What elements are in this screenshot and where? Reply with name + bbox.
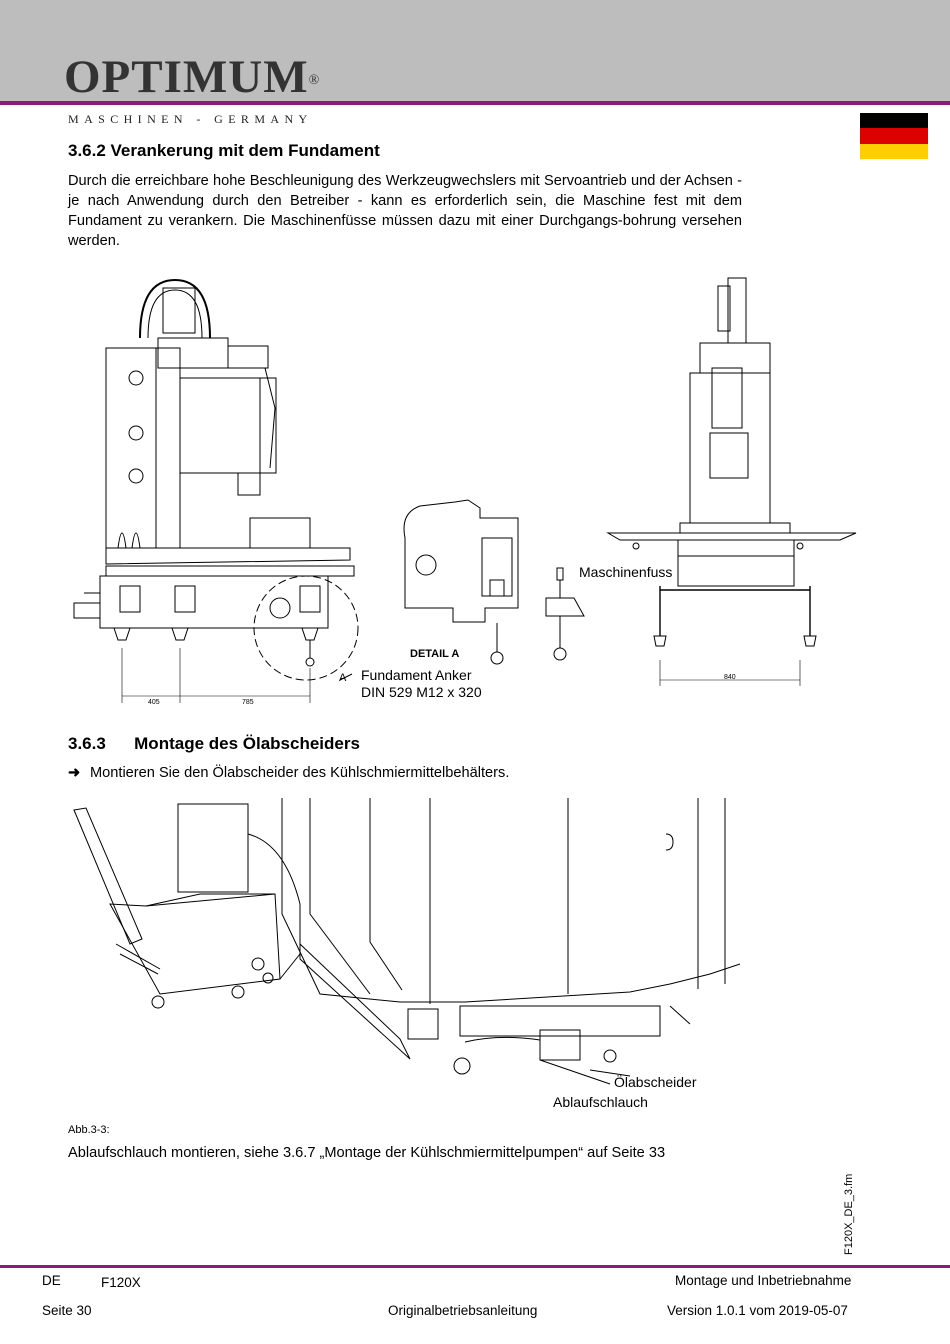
label-oelabscheider: Ölabscheider bbox=[614, 1074, 697, 1090]
footer-model: F120X bbox=[101, 1275, 141, 1290]
dimension-785: 785 bbox=[242, 699, 254, 706]
footer-language: DE bbox=[42, 1273, 61, 1288]
instruction-step bbox=[68, 764, 509, 781]
cross-reference-text: Ablaufschlauch montieren, siehe 3.6.7 „Montage der Kühlschmiermittelpumpen“ auf Seite 33 bbox=[68, 1145, 666, 1161]
instruction-text: Montieren Sie den Ölabscheider des Kühlschmiermittelbehälters. bbox=[90, 765, 510, 781]
label-ablaufschlauch: Ablaufschlauch bbox=[553, 1094, 648, 1110]
section-title-362: 3.6.2 Verankerung mit dem Fundament bbox=[68, 141, 380, 160]
label-detail-a: DETAIL A bbox=[410, 648, 460, 660]
section-text-362: Durch die erreichbare hohe Beschleunigung des Werkzeugwechslers mit Servoantrieb und der Achsen - je nach Anwendung durch den Betreiber - kann es erforderlich sein, die Maschine fest mit dem Fundament zu verankern. Die Maschinenfüsse müssen dazu mit einer Durchgangs-bohrung versehen werden. bbox=[68, 173, 742, 249]
footer-version: Version 1.0.1 vom 2019-05-07 bbox=[667, 1303, 848, 1318]
oil-separator-drawing bbox=[70, 794, 750, 1094]
label-fundament-anker: Fundament Anker bbox=[361, 667, 472, 683]
section-title-363: 3.6.3 Montage des Ölabscheiders bbox=[68, 734, 360, 753]
footer-page-number: Seite 30 bbox=[42, 1303, 92, 1318]
flag-stripe-black bbox=[860, 113, 928, 128]
footer-divider bbox=[0, 1265, 950, 1268]
anchoring-drawing bbox=[60, 268, 860, 708]
side-filename: F120X_DE_3.fm bbox=[843, 1173, 855, 1255]
figure-caption: Abb.3-3: bbox=[68, 1124, 110, 1136]
brand-tagline: MASCHINEN - GERMANY bbox=[68, 112, 313, 126]
flag-stripe-gold bbox=[860, 144, 928, 159]
footer-chapter: Montage und Inbetriebnahme bbox=[675, 1273, 852, 1288]
label-din-529: DIN 529 M12 x 320 bbox=[361, 684, 482, 700]
dimension-840: 840 bbox=[724, 674, 736, 681]
brand-logo: OPTIMUM® bbox=[64, 51, 321, 103]
label-maschinenfuss: Maschinenfuss bbox=[579, 564, 673, 580]
arrow-right-icon: ➜ bbox=[68, 765, 81, 781]
german-flag-icon bbox=[860, 113, 928, 159]
footer-document-type: Originalbetriebsanleitung bbox=[388, 1303, 538, 1318]
dimension-405: 405 bbox=[148, 699, 160, 706]
label-a: A bbox=[339, 672, 347, 684]
flag-stripe-red bbox=[860, 128, 928, 143]
